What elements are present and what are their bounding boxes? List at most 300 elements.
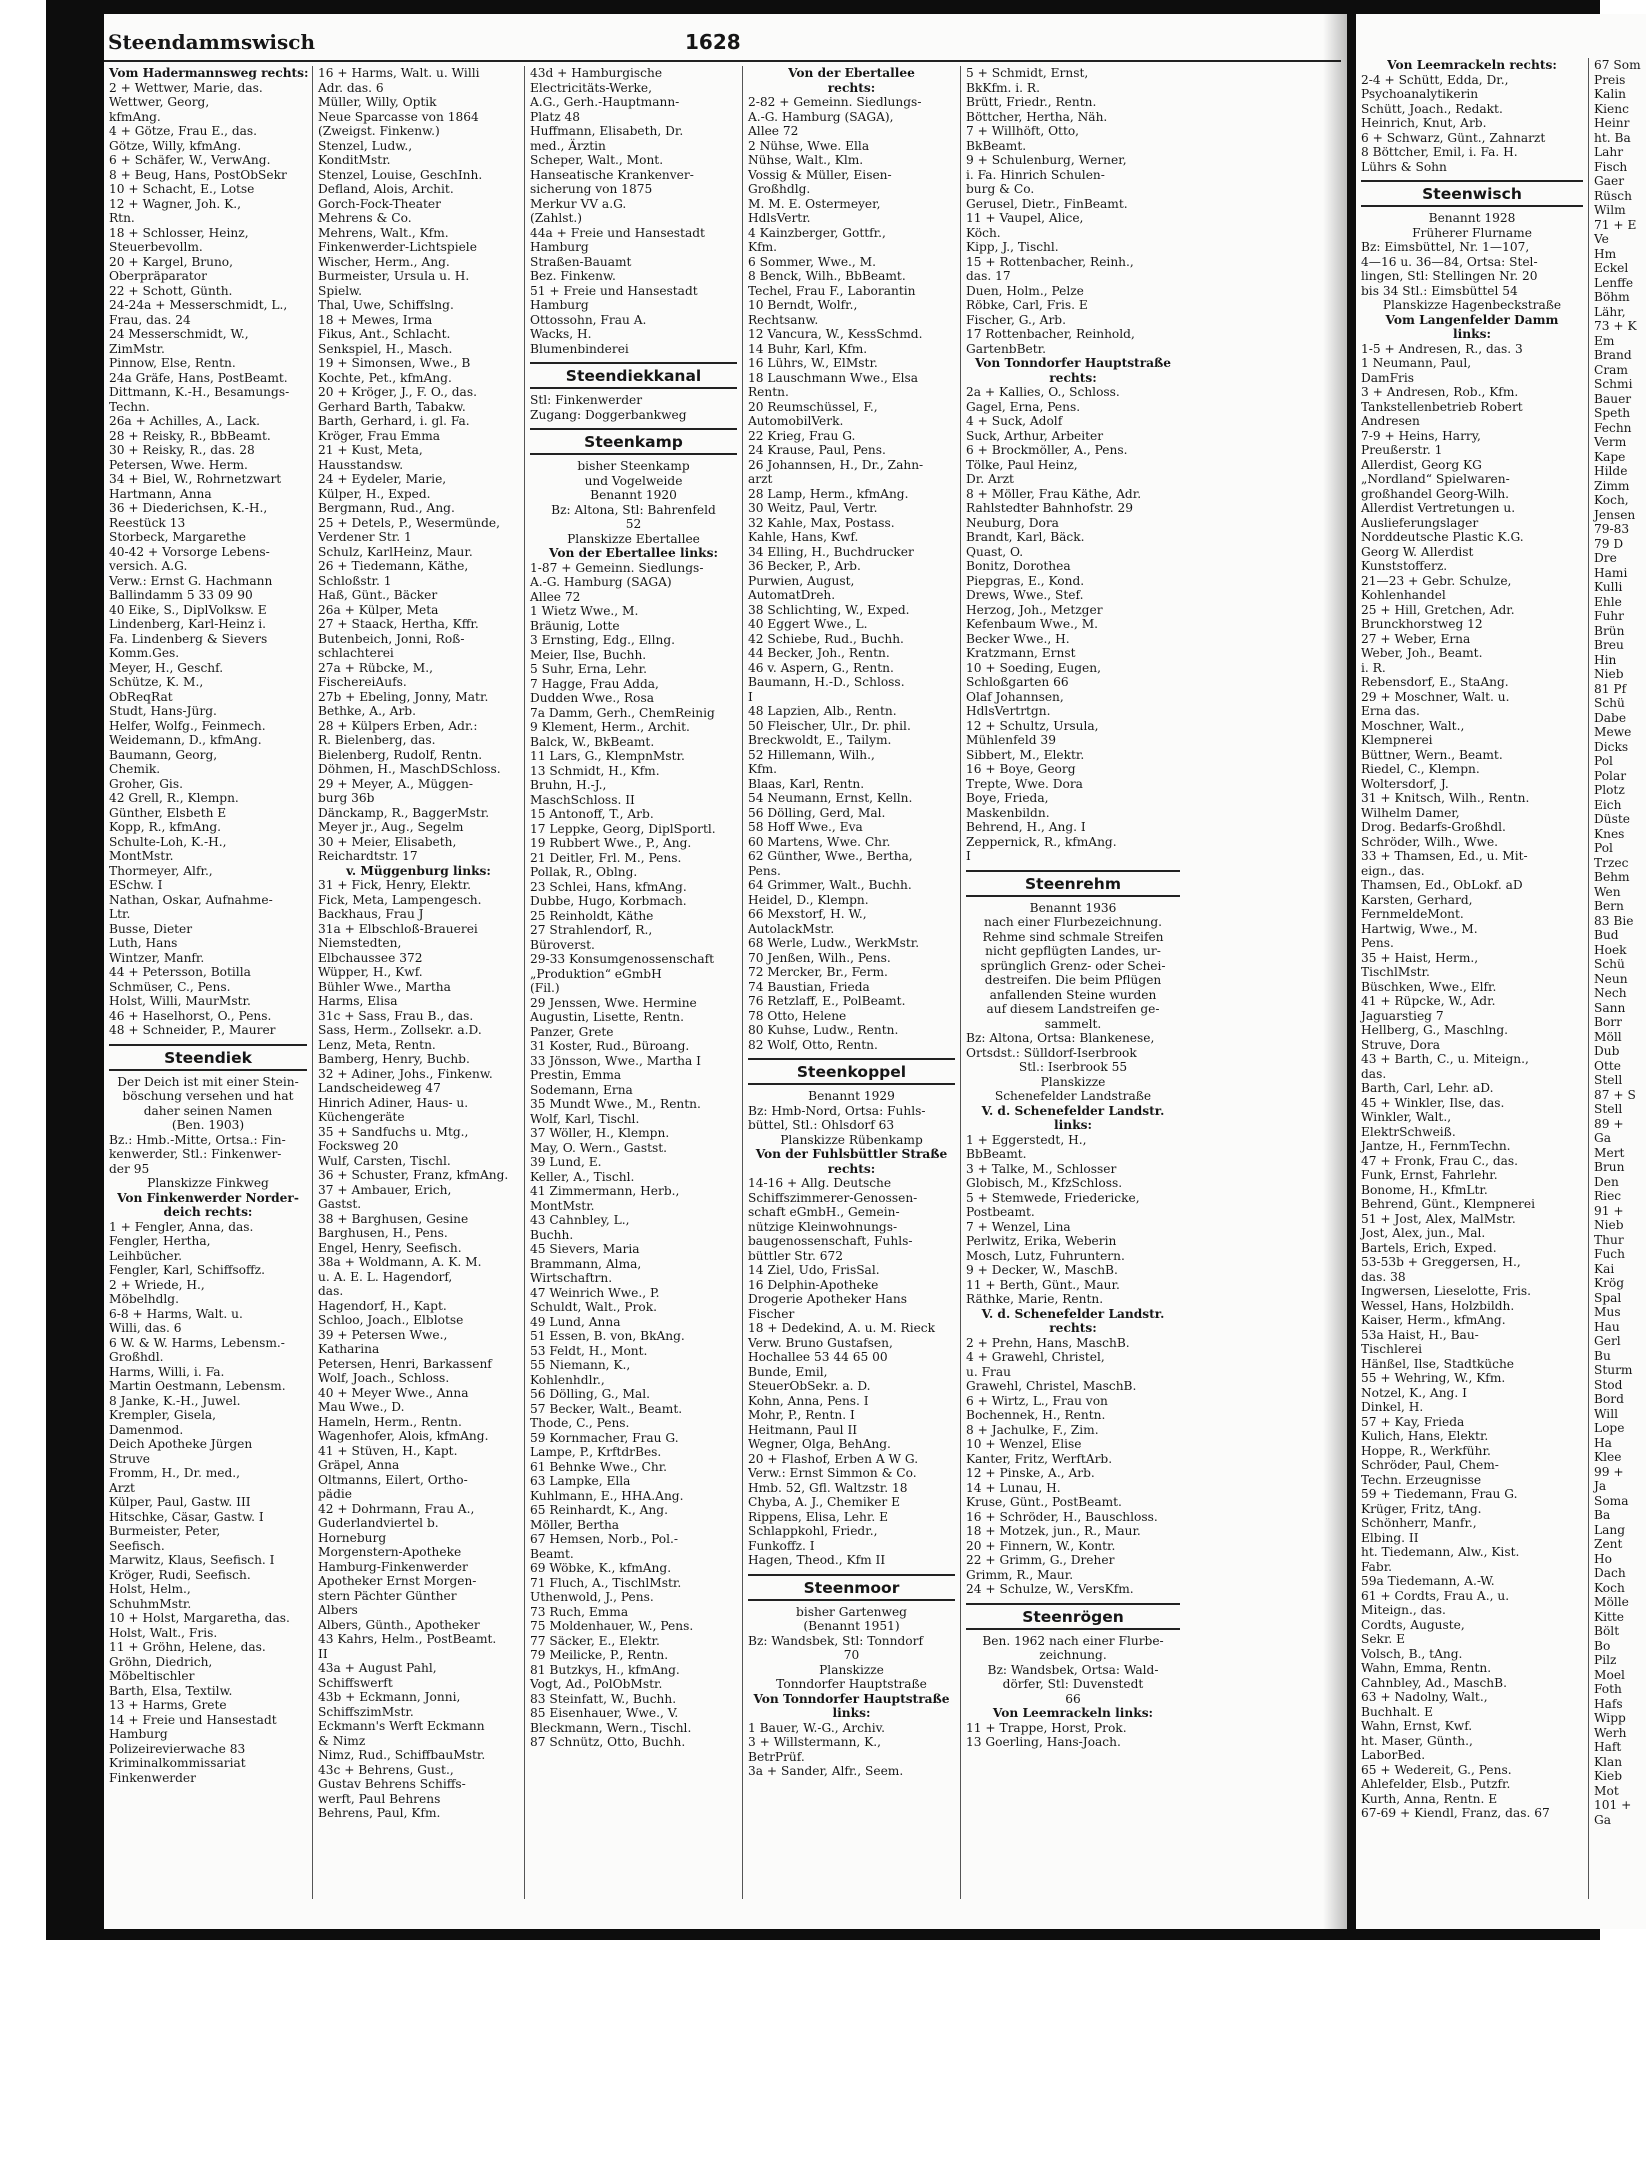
directory-entry: 62 Günther, Wwe., Bertha,: [748, 849, 913, 863]
directory-entry: Hamburg: [530, 240, 589, 254]
directory-entry: Kopp, R., kfmAng.: [109, 820, 222, 834]
directory-entry: Möller, Bertha: [530, 1517, 620, 1532]
street-note: destreifen. Die beim Pflügen: [984, 973, 1162, 987]
directory-entry: 1-5 + Andresen, R., das. 3: [1361, 341, 1523, 356]
directory-entry: 12 + Schultz, Ursula,: [966, 718, 1099, 733]
cut-off-entry-fragment: Kalin: [1594, 87, 1627, 101]
directory-entry: 33 Jönsson, Wwe., Martha I: [530, 1053, 701, 1068]
directory-entry: Postbeamt.: [966, 1205, 1035, 1219]
directory-entry: Lindenberg, Karl-Heinz i.: [109, 617, 266, 631]
cut-off-entry-fragment: Ehle: [1594, 594, 1622, 609]
directory-entry: 74 Baustian, Frieda: [748, 979, 870, 994]
directory-entry: 7 + Wenzel, Lina: [966, 1219, 1071, 1234]
directory-entry: Barth, Gerhard, i. gl. Fa.: [318, 414, 470, 428]
directory-entry: 40 Eike, S., DiplVolksw. E: [109, 602, 267, 617]
directory-entry: 61 Behnke Wwe., Chr.: [530, 1459, 668, 1474]
directory-entry: 1 + Eggerstedt, H.,: [966, 1132, 1087, 1147]
directory-entry: 30 Weitz, Paul, Vertr.: [748, 501, 878, 515]
directory-entry: 39 + Petersen Wwe.,: [318, 1327, 448, 1342]
directory-entry: Dänckamp, R., BaggerMstr.: [318, 805, 490, 820]
directory-entry: Fick, Meta, Lampengesch.: [318, 892, 482, 907]
directory-entry: 36 Becker, P., Arb.: [748, 559, 861, 573]
directory-entry: Küchengeräte: [318, 1110, 405, 1124]
directory-entry: 4—16 u. 36—84, Ortsa: Stel-: [1361, 254, 1538, 269]
directory-entry: Wilhelm Damer,: [1361, 805, 1460, 820]
directory-entry: Hamburg-Finkenwerder: [318, 1559, 468, 1574]
cut-off-entry-fragment: Nieb: [1594, 1218, 1624, 1232]
cut-off-entry-fragment: Kienc: [1594, 101, 1629, 116]
directory-entry: 2 + Prehn, Hans, MaschB.: [966, 1335, 1130, 1350]
directory-entry: 54 Neumann, Ernst, Kelln.: [748, 791, 913, 805]
directory-entry: Bunde, Emil,: [748, 1364, 828, 1379]
directory-entry: 15 Antonoff, T., Arb.: [530, 807, 654, 821]
directory-entry: 31a + Elbschloß-Brauerei: [318, 921, 478, 936]
directory-entry: Bamberg, Henry, Buchb.: [318, 1052, 470, 1066]
scanned-book-spread: [46, 0, 1641, 1940]
directory-entry: 1 + Fengler, Anna, das.: [109, 1219, 254, 1234]
directory-entry: Verdener Str. 1: [318, 530, 412, 544]
directory-entry: Uthenwold, J., Pens.: [530, 1590, 654, 1604]
street-note: (Benannt 1951): [803, 1619, 900, 1633]
directory-entry: Zugang: Doggerbankweg: [530, 407, 687, 422]
directory-entry: Wahn, Emma, Rentn.: [1361, 1661, 1492, 1675]
directory-entry: Engel, Henry, Seefisch.: [318, 1240, 462, 1255]
directory-entry: Moschner, Walt.,: [1361, 718, 1465, 733]
directory-entry: 35 + Sandfuchs u. Mtg.,: [318, 1124, 469, 1139]
directory-entry: 45 + Winkler, Ilse, das.: [1361, 1095, 1505, 1110]
directory-entry: Barth, Carl, Lehr. aD.: [1361, 1081, 1494, 1095]
street-note: Benannt 1936: [1029, 900, 1117, 915]
directory-entry: Andresen: [1361, 414, 1420, 428]
directory-entry: Hanseatische Krankenver-: [530, 167, 694, 182]
directory-entry: Kruse, Günt., PostBeamt.: [966, 1495, 1122, 1509]
direction-heading: rechts:: [827, 80, 876, 95]
directory-entry: Fengler, Hertha,: [109, 1234, 211, 1248]
street-note: Stl.: Iserbrook 55: [1018, 1060, 1128, 1074]
cut-off-entry-fragment: Klee: [1594, 1450, 1622, 1464]
directory-entry: Pinnow, Else, Rentn.: [109, 356, 236, 370]
directory-entry: Beamt.: [530, 1546, 574, 1561]
directory-entry: 71 Fluch, A., TischlMstr.: [530, 1575, 682, 1590]
directory-entry: Purwien, August,: [748, 573, 855, 588]
directory-entry: Fa. Lindenberg & Sievers: [109, 631, 268, 646]
directory-entry: 27 + Staack, Hertha, Kffr.: [318, 617, 479, 631]
directory-column-3: [524, 66, 742, 1899]
directory-entry: 25 + Hill, Gretchen, Adr.: [1361, 602, 1515, 617]
directory-entry: 40 + Meyer Wwe., Anna: [318, 1385, 469, 1400]
directory-entry: 4 + Suck, Adolf: [966, 414, 1063, 428]
directory-entry: Bethke, A., Arb.: [318, 704, 416, 718]
directory-entry: 27 Strahlendorf, R.,: [530, 923, 653, 937]
directory-entry: Oberpräparator: [109, 269, 207, 283]
directory-entry: Psychoanalytikerin: [1361, 87, 1479, 101]
directory-entry: TischlMstr.: [1361, 965, 1430, 979]
cut-off-entry-fragment: Hami: [1594, 565, 1628, 580]
directory-entry: Wüpper, H., Kwf.: [318, 965, 423, 979]
directory-entry: Cahnbley, Ad., MaschB.: [1361, 1675, 1507, 1690]
directory-entry: MaschSchloss. II: [530, 792, 635, 807]
directory-entry: Chyba, A. J., Chemiker E: [748, 1495, 901, 1509]
directory-entry: ht. Maser, Günth.,: [1361, 1733, 1473, 1748]
directory-entry: 43a + August Pahl,: [318, 1661, 437, 1675]
directory-entry: Landscheideweg 47: [318, 1081, 441, 1095]
directory-entry: Tischlerei: [1361, 1342, 1423, 1356]
directory-entry: SteuerObSekr. a. D.: [748, 1379, 871, 1393]
directory-entry: 13 Schmidt, H., Kfm.: [530, 763, 660, 778]
street-note: daher seinen Namen: [143, 1103, 273, 1118]
directory-entry: Mosch, Lutz, Fuhruntern.: [966, 1248, 1125, 1263]
directory-entry: Bräunig, Lotte: [530, 618, 620, 633]
directory-entry: 1 Bauer, W.-G., Archiv.: [748, 1720, 885, 1735]
directory-entry: Ahlefelder, Elsb., Putzfr.: [1361, 1777, 1511, 1791]
street-note: auf diesem Landstreifen ge-: [986, 1002, 1160, 1016]
street-note: anfallenden Steine wurden: [989, 987, 1157, 1002]
directory-entry: (Zahlst.): [530, 211, 583, 225]
directory-entry: 58 Hoff Wwe., Eva: [748, 820, 863, 834]
directory-entry: Kohlenhandel: [1361, 588, 1446, 602]
directory-entry: 25 Reinholdt, Käthe: [530, 908, 654, 923]
directory-entry: 13 + Harms, Grete: [109, 1698, 227, 1712]
directory-entry: 34 Elling, H., Buchdrucker: [748, 544, 914, 559]
directory-entry: 43b + Eckmann, Jonni,: [318, 1690, 461, 1704]
directory-entry: Martin Oestmann, Lebensm.: [109, 1379, 286, 1393]
directory-entry: Drews, Wwe., Stef.: [966, 588, 1084, 602]
directory-entry: Großhdlg.: [748, 182, 811, 196]
directory-entry: (Zweigst. Finkenw.): [318, 124, 440, 138]
cut-off-entry-fragment: Verm: [1594, 435, 1627, 449]
directory-entry: 27b + Ebeling, Jonny, Matr.: [318, 689, 489, 704]
directory-entry: Gröhn, Diedrich,: [109, 1654, 213, 1669]
directory-entry: 10 Berndt, Wolfr.,: [748, 298, 858, 312]
street-heading: Steenmoor: [748, 1574, 955, 1601]
directory-entry: Georg W. Allerdist: [1361, 544, 1474, 559]
directory-entry: 75 Moldenhauer, W., Pens.: [530, 1619, 694, 1633]
directory-entry: Bez. Finkenw.: [530, 269, 616, 283]
cut-off-entry-fragment: Haft: [1594, 1740, 1622, 1754]
directory-entry: Niemstedten,: [318, 936, 402, 950]
directory-entry: 6 + Brockmöller, A., Pens.: [966, 443, 1128, 457]
directory-entry: 65 Reinhardt, K., Ang.: [530, 1503, 668, 1517]
directory-entry: 18 Lauschmann Wwe., Elsa: [748, 370, 919, 385]
directory-entry: 43 + Barth, C., u. Miteign.,: [1361, 1052, 1529, 1066]
directory-entry: Groher, Gis.: [109, 776, 183, 791]
directory-entry: 63 + Nadolny, Walt.,: [1361, 1690, 1488, 1704]
directory-entry: Helfer, Wolfg., Feinmech.: [109, 718, 266, 733]
cut-off-entry-fragment: Foth: [1594, 1682, 1622, 1696]
directory-entry: das. 17: [966, 269, 1011, 283]
directory-entry: 6 W. & W. Harms, Lebensm.-: [109, 1335, 285, 1350]
street-note: Benannt 1929: [808, 1089, 895, 1103]
directory-entry: Krüger, Fritz, tAng.: [1361, 1501, 1482, 1516]
directory-entry: Hartwig, Wwe., M.: [1361, 921, 1478, 936]
cut-off-entry-fragment: Mölle: [1594, 1595, 1629, 1609]
directory-entry: 11 Lars, G., KlempnMstr.: [530, 749, 685, 763]
directory-entry: Schiffszimmerer-Genossen-: [748, 1190, 918, 1205]
street-heading: Steendiek: [109, 1044, 307, 1071]
directory-entry: büttel, Stl.: Ohlsdorf 63: [748, 1118, 895, 1132]
directory-entry: 47 Weinrich Wwe., P.: [530, 1285, 660, 1300]
directory-entry: 2 + Wriede, H.,: [109, 1277, 205, 1292]
street-note: Früherer Flurname: [1412, 225, 1532, 240]
directory-entry: M. M. E. Ostermeyer,: [748, 196, 881, 211]
directory-entry: Ltr.: [109, 907, 131, 921]
directory-entry: 20 + Kargel, Bruno,: [109, 254, 234, 269]
directory-entry: Morgenstern-Apotheke: [318, 1545, 462, 1559]
directory-entry: 51 + Jost, Alex, MalMstr.: [1361, 1211, 1516, 1226]
directory-entry: Brütt, Friedr., Rentn.: [966, 95, 1097, 109]
directory-entry: Balck, W., BkBeamt.: [530, 734, 655, 749]
directory-entry: Sekr. E: [1361, 1632, 1406, 1646]
cut-off-entry-fragment: Bern: [1594, 899, 1624, 913]
cut-off-entry-fragment: Bu: [1594, 1348, 1611, 1363]
directory-entry: schlachterei: [318, 646, 394, 660]
street-note: Planskizze: [1040, 1074, 1106, 1089]
directory-entry: Chemik.: [109, 762, 161, 776]
directory-entry: Auslieferungslager: [1361, 515, 1479, 530]
cut-off-entry-fragment: Stod: [1594, 1377, 1623, 1392]
directory-entry: 36 + Schuster, Franz, kfmAng.: [318, 1168, 509, 1182]
directory-entry: 43 Kahrs, Helm., PostBeamt.: [318, 1632, 497, 1646]
directory-entry: Schloßstr. 1: [318, 573, 392, 588]
directory-entry: Rahlstedter Bahnhofstr. 29: [966, 501, 1133, 515]
cut-off-entry-fragment: Schü: [1594, 957, 1625, 971]
directory-entry: R. Bielenberg, das.: [318, 733, 436, 747]
directory-entry: Barghusen, H., Pens.: [318, 1226, 448, 1240]
directory-entry: 43c + Behrens, Gust.,: [318, 1762, 454, 1777]
cut-off-entry-fragment: Lang: [1594, 1522, 1626, 1537]
directory-entry: Meier, Ilse, Buchh.: [530, 647, 647, 662]
directory-entry: AutolackMstr.: [748, 921, 835, 936]
directory-entry: Erna das.: [1361, 704, 1420, 718]
directory-entry: 33 + Thamsen, Ed., u. Mit-: [1361, 849, 1528, 863]
direction-heading: rechts:: [827, 1161, 876, 1176]
street-note: Planskizze Hagenbeckstraße: [1382, 298, 1562, 312]
directory-entry: Leihbücher.: [109, 1248, 182, 1263]
directory-entry: II: [318, 1646, 328, 1661]
cut-off-entry-fragment: 87 + S: [1594, 1087, 1636, 1102]
directory-entry: 28 + Reisky, R., BbBeamt.: [109, 428, 271, 443]
directory-entry: baugenossenschaft, Fuhls-: [748, 1234, 913, 1248]
cut-off-entry-fragment: 91 +: [1594, 1203, 1624, 1218]
directory-entry: Tankstellenbetrieb Robert: [1361, 399, 1523, 414]
directory-entry: 18 + Mewes, Irma: [318, 312, 433, 327]
directory-entry: ESchw. I: [109, 878, 163, 892]
directory-entry: Wegner, Olga, BehAng.: [748, 1437, 891, 1451]
directory-entry: Vogt, Ad., PolObMstr.: [530, 1677, 663, 1691]
directory-entry: Dittmann, K.-H., Besamungs-: [109, 385, 290, 399]
directory-entry: 10 + Soeding, Eugen,: [966, 660, 1101, 675]
directory-entry: Eckmann's Werft Eckmann: [318, 1719, 485, 1733]
directory-entry: Verw. Bruno Gustafsen,: [748, 1335, 893, 1350]
directory-entry: Katharina: [318, 1342, 380, 1356]
directory-entry: Neue Sparcasse von 1864: [318, 109, 479, 124]
cut-off-entry-fragment: 81 Pf: [1594, 681, 1627, 696]
cut-off-entry-fragment: 79 D: [1594, 536, 1624, 551]
directory-entry: Götze, Willy, kfmAng.: [109, 138, 242, 153]
directory-entry: Bz: Eimsbüttel, Nr. 1—107,: [1361, 240, 1530, 254]
cut-off-entry-fragment: Wen: [1594, 884, 1621, 899]
directory-entry: Thamsen, Ed., ObLokf. aD: [1361, 878, 1523, 892]
directory-entry: Böttcher, Hertha, Näh.: [966, 109, 1108, 124]
directory-entry: Becker Wwe., H.: [966, 631, 1070, 646]
direction-heading: deich rechts:: [163, 1205, 253, 1219]
directory-entry: Schütt, Joach., Redakt.: [1361, 101, 1503, 116]
directory-entry: 18 + Schlosser, Heinz,: [109, 225, 249, 240]
directory-entry: 10 + Holst, Margaretha, das.: [109, 1611, 290, 1625]
directory-entry: 73 Ruch, Emma: [530, 1604, 629, 1619]
directory-entry: Kfm.: [748, 762, 778, 776]
directory-entry: Drog. Bedarfs-Großhdl.: [1361, 820, 1506, 834]
directory-entry: Schütze, K. M.,: [109, 675, 204, 689]
directory-entry: A.-G. Hamburg (SAGA): [530, 575, 672, 589]
cut-off-entry-fragment: Behm: [1594, 870, 1630, 884]
directory-entry: Winkler, Walt.,: [1361, 1110, 1452, 1124]
directory-entry: BkKfm. i. R.: [966, 80, 1040, 95]
directory-entry: büttler Str. 672: [748, 1248, 843, 1263]
cut-off-entry-fragment: Brand: [1594, 348, 1632, 362]
directory-entry: Behrend, H., Ang. I: [966, 820, 1086, 834]
directory-entry: 34 + Biel, W., Rohrnetzwart: [109, 472, 282, 486]
directory-entry: Hmb. 52, Gfl. Waltzstr. 18: [748, 1480, 908, 1495]
directory-entry: 44a + Freie und Hansestadt: [530, 225, 705, 240]
directory-entry: Boye, Frieda,: [966, 791, 1049, 805]
directory-entry: Pens.: [1361, 936, 1394, 950]
directory-entry: Wischer, Herm., Ang.: [318, 254, 450, 269]
directory-entry: May, O. Wern., Gastst.: [530, 1140, 668, 1155]
cut-off-entry-fragment: Will: [1594, 1406, 1619, 1421]
directory-entry: eign., das.: [1361, 863, 1425, 878]
directory-entry: Reestück 13: [109, 515, 186, 530]
directory-entry: AutomatDreh.: [748, 588, 836, 602]
directory-entry: Rentn.: [748, 385, 789, 399]
directory-entry: Kohlenhdlr.,: [530, 1372, 605, 1387]
directory-entry: 4 + Götze, Frau E., das.: [109, 124, 258, 138]
directory-entry: Bz: Altona, Ortsa: Blankenese,: [966, 1031, 1155, 1045]
directory-entry: ElektrSchweiß.: [1361, 1124, 1456, 1139]
directory-entry: 48 Lapzien, Alb., Rentn.: [748, 704, 897, 718]
directory-entry: 2-82 + Gemeinn. Siedlungs-: [748, 95, 922, 109]
street-note: Schenefelder Landstraße: [994, 1089, 1152, 1103]
directory-entry: 80 Kuhse, Ludw., Rentn.: [748, 1023, 899, 1037]
directory-entry: Ballindamm 5 33 09 90: [109, 588, 253, 602]
directory-entry: 70 Jenßen, Wilh., Pens.: [748, 950, 891, 965]
directory-entry: Polizeirevierwache 83: [109, 1741, 246, 1756]
street-note: Planskizze Ebertallee: [567, 531, 700, 546]
directory-entry: Bleckmann, Wern., Tischl.: [530, 1720, 692, 1735]
cut-off-entry-fragment: Lope: [1594, 1421, 1625, 1435]
directory-entry: Kratzmann, Ernst: [966, 646, 1076, 660]
directory-entry: Schloßgarten 66: [966, 675, 1069, 689]
directory-entry: (Fil.): [530, 981, 560, 995]
directory-entry: Thal, Uwe, Schiffslng.: [318, 298, 454, 312]
directory-entry: Ottossohn, Frau A.: [530, 312, 647, 327]
directory-entry: versich. A.G.: [109, 559, 188, 573]
directory-entry: 42 Grell, R., Klempn.: [109, 791, 239, 805]
directory-entry: I: [966, 849, 971, 863]
directory-entry: FernmeldeMont.: [1361, 907, 1464, 921]
street-note: bisher Steenkamp: [577, 459, 690, 473]
directory-entry: 35 Mundt Wwe., M., Rentn.: [530, 1097, 701, 1111]
directory-entry: 16 Delphin-Apotheke: [748, 1277, 879, 1292]
cut-off-entry-fragment: Kape: [1594, 449, 1626, 464]
directory-entry: Schulz, KarlHeinz, Maur.: [318, 544, 473, 559]
directory-entry: 39 Lund, E.: [530, 1155, 602, 1169]
directory-entry: Schröder, Wilh., Wwe.: [1361, 834, 1499, 849]
street-heading: Steenkamp: [530, 428, 737, 455]
cut-off-entry-fragment: Spal: [1594, 1290, 1622, 1305]
directory-entry: 27 + Weber, Erna: [1361, 631, 1471, 646]
directory-entry: BetrPrüf.: [748, 1749, 805, 1764]
directory-entry: Hoppe, R., Werkführ.: [1361, 1443, 1491, 1458]
directory-entry: Baumann, Georg,: [109, 747, 218, 762]
directory-entry: Adr. das. 6: [318, 80, 384, 95]
directory-entry: 12 + Wagner, Joh. K.,: [109, 196, 241, 211]
directory-entry: 5 + Schmidt, Ernst,: [966, 66, 1089, 80]
directory-entry: 12 Vancura, W., KessSchmd.: [748, 327, 923, 341]
directory-entry: Bartels, Erich, Exped.: [1361, 1240, 1497, 1255]
directory-entry: Gastst.: [318, 1197, 362, 1211]
cut-off-entry-fragment: Wipp: [1594, 1711, 1626, 1725]
directory-entry: ObReqRat: [109, 689, 173, 704]
directory-entry: 44 + Petersson, Botilla: [109, 965, 251, 979]
directory-entry: Funk, Ernst, Fahrlehr.: [1361, 1168, 1498, 1182]
directory-entry: Gagel, Erna, Pens.: [966, 399, 1081, 414]
cut-off-entry-fragment: Zent: [1594, 1537, 1623, 1551]
street-note: Ben. 1962 nach einer Flurbe-: [982, 1633, 1164, 1648]
directory-entry: 35 + Haist, Herm.,: [1361, 950, 1479, 965]
directory-entry: 47 + Fronk, Frau C., das.: [1361, 1153, 1519, 1168]
directory-entry: Techn.: [109, 399, 150, 414]
direction-heading: links:: [832, 1706, 871, 1720]
directory-entry: Brammann, Alma,: [530, 1256, 642, 1271]
directory-entry: 65 + Wedereit, G., Pens.: [1361, 1762, 1512, 1777]
directory-entry: Möbelhdlg.: [109, 1292, 179, 1306]
direction-heading: V. d. Schenefelder Landstr.: [981, 1103, 1165, 1118]
directory-entry: 10 + Wenzel, Elise: [966, 1437, 1082, 1451]
directory-entry: 38 Schlichting, W., Exped.: [748, 602, 910, 617]
directory-entry: 11 + Trappe, Horst, Prok.: [966, 1720, 1127, 1735]
directory-entry: Stl: Finkenwerder: [530, 393, 643, 407]
directory-entry: Harms, Elisa: [318, 994, 398, 1008]
directory-entry: Kurth, Anna, Rentn. E: [1361, 1791, 1498, 1806]
directory-entry: Burmeister, Ursula u. H.: [318, 269, 470, 283]
direction-heading: V. d. Schenefelder Landstr.: [981, 1306, 1165, 1321]
directory-entry: Breckwoldt, E., Tailym.: [748, 733, 892, 747]
directory-entry: 29 + Moschner, Walt. u.: [1361, 689, 1510, 704]
cut-off-entry-fragment: 73 + K: [1594, 319, 1637, 333]
directory-entry: Mohr, P., Rentn. I: [748, 1408, 855, 1422]
directory-entry: Räthke, Marie, Rentn.: [966, 1292, 1104, 1306]
directory-entry: 6 + Schäfer, W., VerwAng.: [109, 153, 271, 167]
directory-entry: Woltersdorf, J.: [1361, 776, 1449, 791]
directory-entry: 67 Hemsen, Norb., Pol.-: [530, 1532, 679, 1546]
directory-entry: Merkur VV a.G.: [530, 196, 627, 211]
directory-entry: 17 Leppke, Georg, DiplSportl.: [530, 821, 716, 836]
cut-off-entry-fragment: Heinr: [1594, 116, 1630, 130]
directory-entry: 30 + Reisky, R., das. 28: [109, 443, 255, 457]
directory-entry: 11 + Vaupel, Alice,: [966, 211, 1084, 225]
cut-off-entry-fragment: Mewe: [1594, 725, 1632, 739]
street-heading: Steenkoppel: [748, 1058, 955, 1085]
directory-entry: A.-G. Hamburg (SAGA),: [748, 109, 894, 124]
direction-heading: Von Tonndorfer Hauptstraße: [753, 1691, 950, 1706]
directory-entry: 23 Schlei, Hans, kfmAng.: [530, 879, 687, 894]
directory-entry: 63 Lampke, Ella: [530, 1474, 631, 1488]
cut-off-entry-fragment: Bo: [1594, 1638, 1611, 1653]
directory-entry: 49 Lund, Anna: [530, 1314, 621, 1329]
directory-entry: Stenzel, Ludw.,: [318, 138, 413, 153]
cut-off-entry-fragment: Dabe: [1594, 710, 1627, 725]
